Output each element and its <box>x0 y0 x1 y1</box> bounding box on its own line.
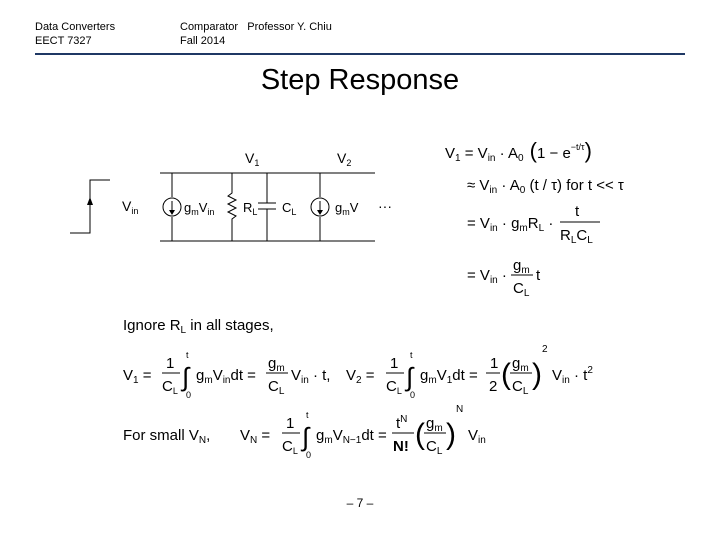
svg-text:t: t <box>186 350 189 360</box>
output-equations <box>440 128 700 308</box>
vn-lead-text: For small $V_N$, <box>123 427 211 446</box>
svg-text:(: ( <box>501 358 511 391</box>
eq4: = $V_{in}$ · <box>467 267 507 286</box>
svg-text:N: N <box>456 404 464 415</box>
eq4-denominator: $C_L$ <box>513 280 530 299</box>
svg-text:∫: ∫ <box>406 362 414 392</box>
eq4-numerator: $g_m$ <box>513 257 530 276</box>
svg-text:0: 0 <box>410 390 416 400</box>
professor: Professor Y. Chiu <box>247 21 332 33</box>
eq2: ≈ $V_{in} \cdot A_0$ (t / τ) for t << τ <box>467 177 624 196</box>
svg-text:CL: $C_L$ <box>386 378 402 396</box>
ignore-rl-text: Ignore $R_L$ in all stages, <box>123 317 274 336</box>
integration-derivation <box>118 310 618 470</box>
continuation-dots: ··· <box>378 198 392 214</box>
term: Fall 2014 <box>180 35 226 47</box>
course-name: Data Converters <box>35 21 116 33</box>
course-code: EECT 7327 <box>35 35 92 47</box>
svg-text:CL: $C_L$ <box>162 378 178 396</box>
integral-icon: ∫ <box>182 362 190 392</box>
step-waveform-icon <box>70 180 110 233</box>
resistor-label: $R_L$ <box>243 200 258 217</box>
eq3-denominator: $R_LC_L$ <box>560 227 593 246</box>
svg-text:): ) <box>446 418 456 451</box>
vn-lhs: $V_N$ = <box>240 427 271 446</box>
eq4-tail: t <box>536 267 541 284</box>
svg-text:CL: $C_L$ <box>426 438 443 457</box>
eq3-numerator: t <box>575 203 580 220</box>
v2-lhs: $V_2$ = <box>346 367 375 386</box>
svg-text:∫: ∫ <box>302 422 310 452</box>
page-number: – 7 – <box>346 496 374 510</box>
topic: Comparator <box>180 21 239 33</box>
svg-text:0: 0 <box>306 450 312 460</box>
svg-text:Vin · t,: $V_{in} \cdot t$, <box>291 367 331 386</box>
resistor-icon <box>228 173 236 241</box>
svg-text:CL: $C_L$ <box>268 378 285 397</box>
current-source-1-icon <box>163 173 181 241</box>
v1-lhs: $V_1$ = <box>123 367 152 386</box>
current-source-2-icon <box>311 173 329 241</box>
svg-text:CL: $C_L$ <box>282 438 298 456</box>
capacitor-icon <box>258 173 276 241</box>
header-middle <box>180 20 332 48</box>
svg-text:gm: $g_m$ <box>512 355 529 374</box>
gm-vin-label: $g_mV_{in}$ <box>184 200 215 217</box>
svg-text:2: 2 <box>542 344 548 355</box>
node-v2-label: $V_2$ <box>337 150 352 168</box>
header-left <box>35 20 115 48</box>
svg-text:gm: $g_m$ <box>426 415 443 434</box>
node-v1-label: $V_1$ <box>245 150 260 168</box>
input-voltage-label: $V_{in}$ <box>122 198 139 216</box>
svg-text:1: 1 <box>166 355 175 372</box>
svg-text:tN: $t^N$ <box>396 414 408 432</box>
eq1: $V_1 = V_{in} \cdot A_0$ $(1 - e^{-t/\tau})$ <box>445 138 592 164</box>
gm-v-label: $g_mV$ <box>335 200 359 217</box>
svg-text:1: 1 <box>286 415 295 432</box>
svg-text:CL: $C_L$ <box>512 378 529 397</box>
svg-text:gmVindt =: $g_mV_{in}dt$ = <box>196 367 256 386</box>
svg-text:gm: $g_m$ <box>268 355 285 374</box>
svg-text:N!: N! <box>393 438 409 455</box>
svg-text:Vin · t2: $V_{in} \cdot t^2$ <box>552 365 593 386</box>
svg-text:t: t <box>410 350 413 360</box>
svg-text:1: 1 <box>490 355 499 372</box>
eq3: = $V_{in} \cdot g_mR_L$ · <box>467 215 554 234</box>
svg-text:): ) <box>532 358 542 391</box>
svg-text:0: 0 <box>186 390 192 400</box>
svg-text:t: t <box>306 410 309 420</box>
circuit-diagram <box>60 135 410 255</box>
svg-text:Vin: $V_{in}$ <box>468 427 486 446</box>
svg-text:1: 1 <box>390 355 399 372</box>
svg-text:(: ( <box>415 418 425 451</box>
svg-text:gmVN−1dt =: $g_mV_{N-1}dt$ = <box>316 427 387 446</box>
slide-title: Step Response <box>260 64 460 96</box>
svg-text:2: 2 <box>489 378 498 395</box>
header-rule <box>35 53 685 55</box>
capacitor-label: $C_L$ <box>282 200 297 217</box>
svg-text:gmV1dt =: $g_mV_1dt$ = <box>420 367 478 386</box>
